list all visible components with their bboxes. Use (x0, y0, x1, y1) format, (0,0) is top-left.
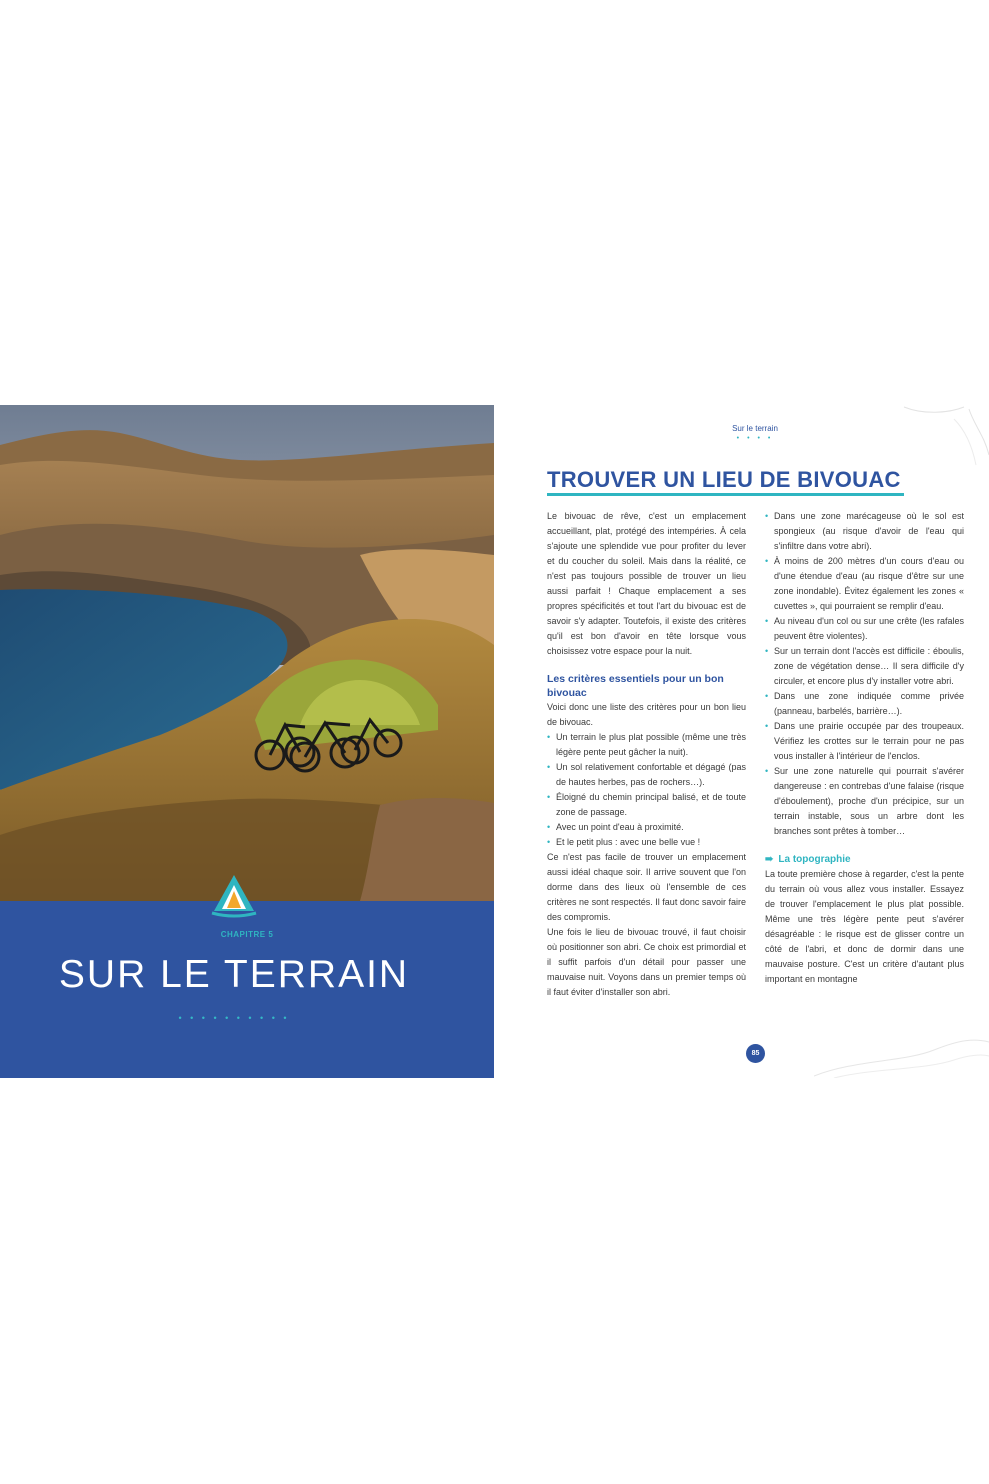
list-intro: Voici donc une liste des critères pour un bon lieu de bivouac. (547, 702, 746, 727)
list-item: • Avec un point d'eau à proximité. (547, 820, 746, 835)
text-column-2 (765, 509, 964, 987)
list-item: • Au niveau d'un col ou sur une crête (les rafales peuvent être violentes). (765, 614, 964, 644)
paragraph: Une fois le lieu de bivouac trouvé, il faut choisir où positionner son abri. Ce choix est primordial et il suffit parfois d'un détail pour passer une mauvaise nuit. Voyons dans un premier temps où il faut éviter d'installer son abri. (547, 927, 746, 997)
tent-icon (208, 871, 260, 923)
subsection-heading-text: La topographie (778, 854, 851, 865)
list-item: • Un sol relativement confortable et dégagé (pas de hautes herbes, pas de rochers…). (547, 760, 746, 790)
list-item: • Dans une prairie occupée par des troupeaux. Vérifiez les crottes sur le terrain pour ne pas vous installer à l'intérieur de l'enclos. (765, 719, 964, 764)
section-heading: Les critères essentiels pour un bon bivouac (547, 673, 724, 699)
landscape-photo (0, 405, 494, 901)
chapter-band (0, 901, 494, 1078)
page-number: 85 (746, 1044, 765, 1063)
list-item: • Dans une zone indiquée comme privée (panneau, barbelés, barrière…). (765, 689, 964, 719)
chapter-dots: • • • • • • • • • • (178, 1013, 290, 1023)
subsection-heading (765, 853, 964, 867)
paragraph: Ce n'est pas facile de trouver un emplacement aussi idéal chaque soir. Il arrive souvent que l'on dorme dans des lieux où l'ensemble de ces critères ne sont respectés. Il faut donc savoir faire des compromis. (547, 852, 746, 922)
list-item: • Et le petit plus : avec une belle vue ! (547, 835, 746, 850)
list-item: • Sur une zone naturelle qui pourrait s'avérer dangereuse : en contrebas d'une falaise (risque d'éboulement), proche d'un précipice, sur un terrain instable, sous un arbre dont les branches sont prêtes à tomber… (765, 764, 964, 839)
chapter-title: SUR LE TERRAIN (58, 953, 410, 996)
book-spread (0, 405, 989, 1078)
page-title: TROUVER UN LIEU DE BIVOUAC (547, 467, 901, 492)
paragraph: La toute première chose à regarder, c'est la pente du terrain où vous allez vous installer. Essayez de trouver l'emplacement le plus plat possible. Même une très légère pente peut s'avérer désagréable : le risque est de glisser contre un côté de l'abri, et donc de dormir dans une mauvaise posture. C'est un critère d'autant plus important en montagne (765, 869, 964, 984)
avoid-list (765, 509, 964, 839)
list-item: • Sur un terrain dont l'accès est difficile : éboulis, zone de végétation dense… Il sera difficile d'y circuler, et encore plus d'y installer votre abri. (765, 644, 964, 689)
left-page (0, 405, 494, 1078)
running-head: Sur le terrain (732, 424, 778, 433)
text-column-1 (547, 509, 746, 1000)
criteria-list (547, 730, 746, 850)
double-arrow-icon: ➠ (765, 854, 774, 865)
contour-decoration-bottom (814, 1030, 989, 1078)
intro-paragraph: Le bivouac de rêve, c'est un emplacement accueillant, plat, protégé des intempéries. À cela s'ajoute une splendide vue pour profiter du lever et du coucher du soleil. Mais dans la réalité, ce n'est pas toujours possible de trouver un lieu aussi parfait ! Chaque emplacement a ses propres spécificités et tout l'art du bivouac est de savoir s'y adapter. Toutefois, il existe des critères qu'il est bon d'avoir en tête lorsque vous choisissez votre espace pour la nuit. (547, 511, 746, 656)
title-underline (547, 493, 904, 496)
list-item: • À moins de 200 mètres d'un cours d'eau ou d'une étendue d'eau (au risque d'être sur une zone inondable). Évitez également les zones « cuvettes », qui pourraient se remplir d'eau. (765, 554, 964, 614)
list-item: • Un terrain le plus plat possible (même une très légère pente peut gâcher la nuit). (547, 730, 746, 760)
running-head-dots: • • • • (736, 435, 774, 442)
list-item: • Dans une zone marécageuse où le sol est spongieux (au risque d'avoir de l'eau qui s'infiltre dans votre abri). (765, 509, 964, 554)
right-page (494, 405, 989, 1078)
list-item: • Éloigné du chemin principal balisé, et de toute zone de passage. (547, 790, 746, 820)
chapter-label: CHAPITRE 5 (220, 930, 274, 939)
